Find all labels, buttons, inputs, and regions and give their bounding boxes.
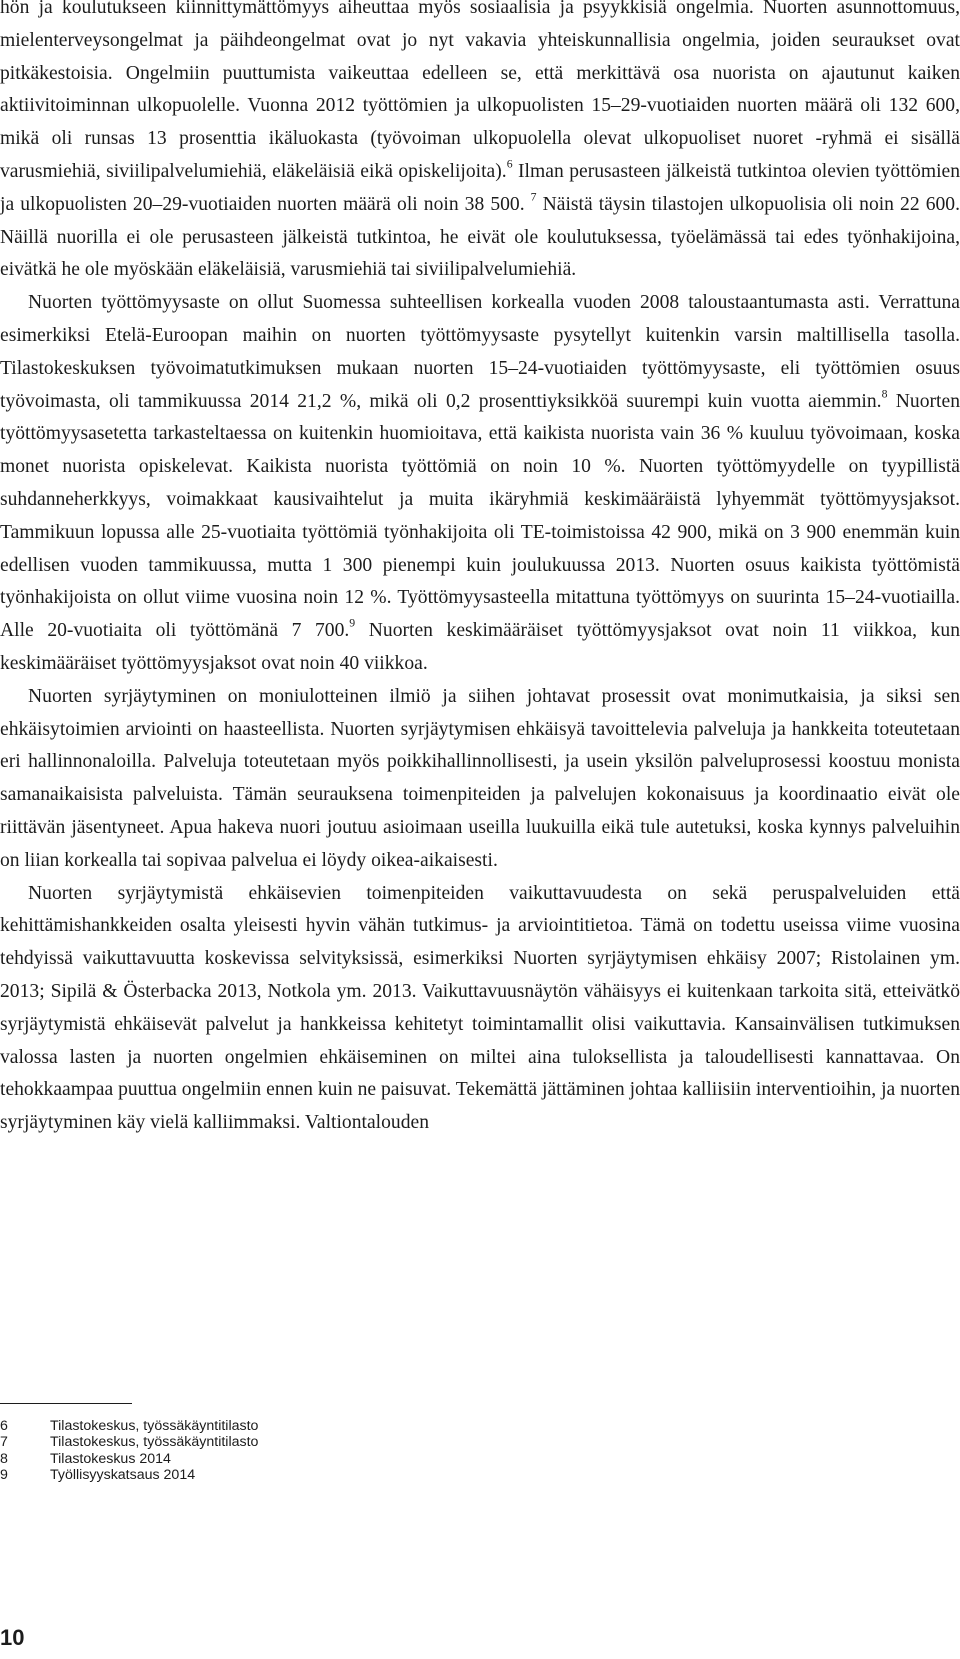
- footnote-ref-7[interactable]: 7: [530, 190, 537, 204]
- paragraph-2-text-c: Nuorten keskimääräiset työttömyysjaksot ovat noin 11 viikkoa, kun keskimääräiset työttömyysjaksot ovat noin 40 viikkoa.: [0, 620, 960, 674]
- footnote-ref-8[interactable]: 8: [881, 387, 888, 401]
- footnote-text: Tilastokeskus, työssäkäyntitilasto: [50, 1434, 259, 1451]
- footnote-text: Tilastokeskus, työssäkäyntitilasto: [50, 1418, 259, 1434]
- paragraph-3: Nuorten syrjäytyminen on moniulotteinen ilmiö ja siihen johtavat prosessit ovat monimutkaisia, ja siksi sen ehkäisytoimien arviointi on haasteellista. Nuorten syrjäytymisen ehkäisyä tavoittelevia palveluja ja hankkeita toteutetaan eri hallinnonaloilla. Palveluja toteutetaan myös poikkihallinnollisesti, ja usein yksilön palveluprosessi koostuu monista samanaikaisista palveluista. Tämän seurauksena toimenpiteiden ja palvelujen kokonaisuus ja koordinaatio eivät ole riittävän jäsentyneet. Apua hakeva nuori joutuu asioimaan useilla luukuilla eikä tule autetuksi, koska kynnys palveluihin on liian korkealla tai sopivaa palvelua ei löydy oikea-aikaisesti.: [0, 685, 960, 871]
- footnote-number: 6: [0, 1418, 8, 1434]
- paragraph-2-text-b: Nuorten työttömyysasetetta tarkasteltaessa on kuitenkin huomioitava, että kaikista nuorista vain 36 % kuuluu työvoimaan, koska monet nuorista opiskelevat. Kaikista nuorista työttömiä on noin 10 %. Nuorten työttömyydelle on tyypillistä suhdanneherkkyys, voimakkaat kausivaihtelut ja muita ikäryhmiä keskimääräistä lyhyemmät työttömyysjaksot. Tammikuun lopussa alle 25-vuotiaita työttömiä työnhakijoita oli TE-toimistoissa 42 900, mikä on 3 900 enemmän kuin edellisen vuoden tammikuussa, mutta 1 300 pienempi kuin joulukuussa 2013. Nuorten osuus kaikista työttömistä työnhakijoista on ollut viime vuosina noin 12 %. Työttömyysasteella mitattuna työttömyys on suurinta 15–24-vuotiailla. Alle 20-vuotiaita oli työttömänä 7 700.: [0, 390, 960, 642]
- footnote-number: 8: [0, 1450, 8, 1467]
- footnote-item: [0, 1434, 600, 1450]
- paragraph-1-text-b: Ilman perusasteen jälkeistä tutkintoa olevien työttömien ja ulkopuolisten 20–29-vuotiaiden nuorten määrä oli noin 38 500.: [0, 160, 960, 215]
- footnote-number: 7: [0, 1434, 8, 1451]
- footnote-divider: [0, 1403, 132, 1404]
- footnote-ref-6[interactable]: 6: [506, 157, 513, 171]
- paragraph-2-text-a: Nuorten työttömyysaste on ollut Suomessa suhteellisen korkealla vuoden 2008 taloustaantumasta asti. Verrattuna esimerkiksi Etelä-Euroopan maihin on nuorten työttömyysaste pysytellyt kuitenkin varsin maltillisella tasolla. Tilastokeskuksen työvoimatutkimuksen mukaan nuorten 15–24-vuotiaiden työttömyysaste, eli työttömien osuus työvoimasta, oli tammikuussa 2014 21,2 %, mikä oli 0,2 prosenttiyksikköä suurempi kuin vuotta aiemmin.: [0, 292, 960, 412]
- footnotes: [0, 1418, 600, 1483]
- footnote-item: [0, 1451, 600, 1467]
- paragraph-4: Nuorten syrjäytymistä ehkäisevien toimenpiteiden vaikuttavuudesta on sekä peruspalveluiden että kehittämishankkeiden osalta yleisesti hyvin vähän tutkimus- ja arviointitietoa. Tämä on todettu useissa viime vuosina tehdyissä vaikuttavuutta koskevissa selvityksissä, esimerkiksi Nuorten syrjäytymisen ehkäisy 2007; Ristolainen ym. 2013; Sipilä & Österbacka 2013, Notkola ym. 2013. Vaikuttavuusnäytön vähäisyys ei kuitenkaan tarkoita sitä, etteivätkö syrjäytymistä ehkäisevät palvelut ja hankkeissa kehitetyt toimintamallit olisi vaikuttavia. Kansainvälisen tutkimuksen valossa lasten ja nuorten ongelmien ehkäiseminen on miltei aina tuloksellista ja taloudellisesti kannattavaa. On tehokkaampaa puuttua ongelmiin ennen kuin ne paisuvat. Tekemättä jättäminen johtaa kalliisiin interventioihin, ja nuorten syrjäytyminen käy vielä kalliimmaksi. Valtiontalouden: [0, 882, 960, 1134]
- footnote-number: 9: [0, 1466, 8, 1483]
- paragraph-1-text-c: Näistä täysin tilastojen ulkopuolisia oli noin 22 600. Näillä nuorilla ei ole perusasteen jälkeistä tutkintoa, he eivät ole koulutuksessa, työelämässä tai edes työnhakijoina, eivätkä he ole myöskään eläkeläisiä, varusmiehiä tai siviilipalvelumiehiä.: [0, 193, 960, 281]
- footnote-text: Tilastokeskus 2014: [50, 1450, 171, 1467]
- footnote-text: Työllisyyskatsaus 2014: [50, 1466, 196, 1483]
- paragraph-1: [0, 0, 960, 287]
- paragraph-1-text-a: hön ja koulutukseen kiinnittymättömyys aiheuttaa myös sosiaalisia ja psyykkisiä ongelmia. Nuorten asunnottomuus, mielenterveysongelmat ja päihdeongelmat ovat jo nyt vakavia yhteiskunnallisia ongelmia, joiden seuraukset ovat pitkäkestoisia. Ongelmiin puuttumista vaikeuttaa edelleen se, että merkittävä osa nuorista on ajautunut kaiken aktiivitoiminnan ulkopuolelle. Vuonna 2012 työttömien ja ulkopuolisten 15–29-vuotiaiden nuorten määrä oli 132 600, mikä oli runsas 13 prosenttia ikäluokasta (työvoiman ulkopuolella olevat ulkopuoliset nuoret -ryhmä ei sisällä varusmiehiä, siviilipalvelumiehiä, eläkeläisiä eikä opiskelijoita).: [0, 0, 960, 182]
- paragraph-2: [0, 287, 960, 681]
- footnote-item: [0, 1418, 600, 1434]
- page-number: 10: [0, 1625, 25, 1650]
- footnote-ref-9[interactable]: 9: [349, 616, 356, 630]
- footnote-item: [0, 1467, 600, 1483]
